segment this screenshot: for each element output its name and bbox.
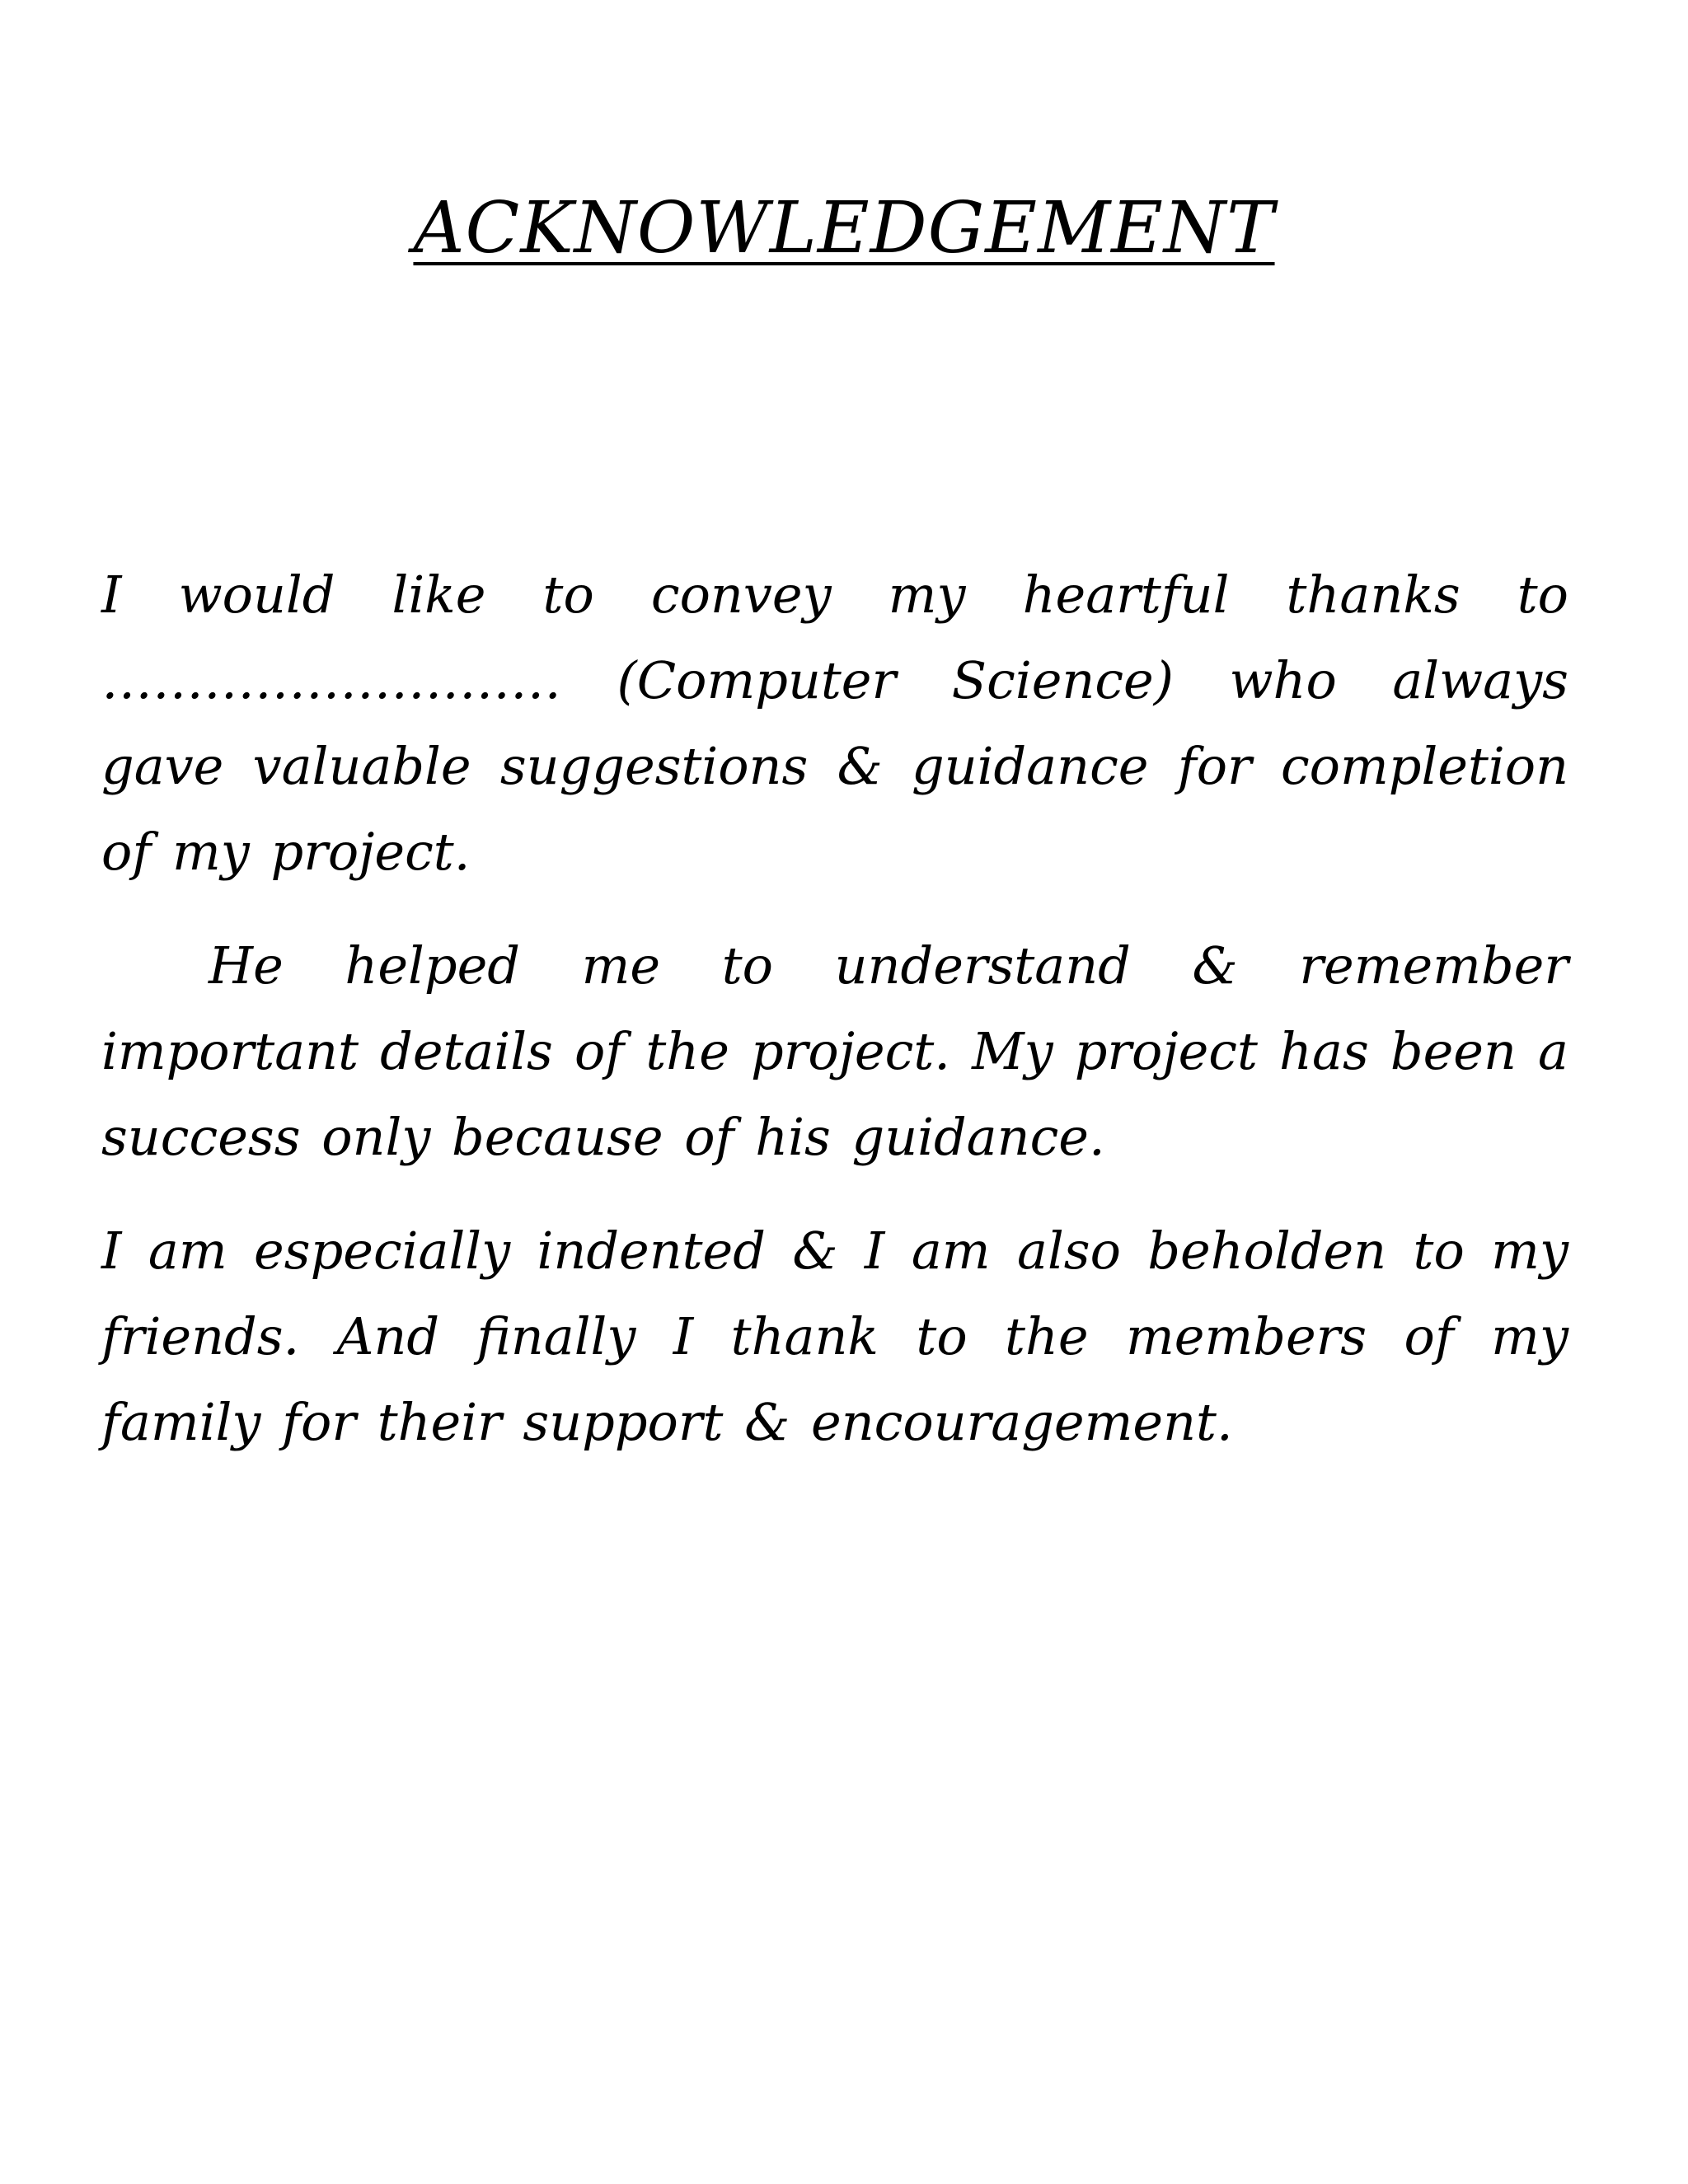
page-title — [0, 187, 1688, 269]
page-title-text: ACKNOWLEDGEMENT — [413, 187, 1275, 269]
document-body — [101, 552, 1568, 1493]
paragraph-2: He helped me to understand & remember important details of the project. My project has been a success only because of his guidance. — [101, 935, 1568, 1167]
paragraph-3: I am especially indented & I am also beholden to my friends. And finally I thank to the members of my family for their support & encouragement. — [101, 1221, 1568, 1452]
paragraph-1: I would like to convey my heartful thanks to ……………………… (Computer Science) who always gave valuable suggestions & guidance for completion of my project. — [101, 565, 1568, 882]
